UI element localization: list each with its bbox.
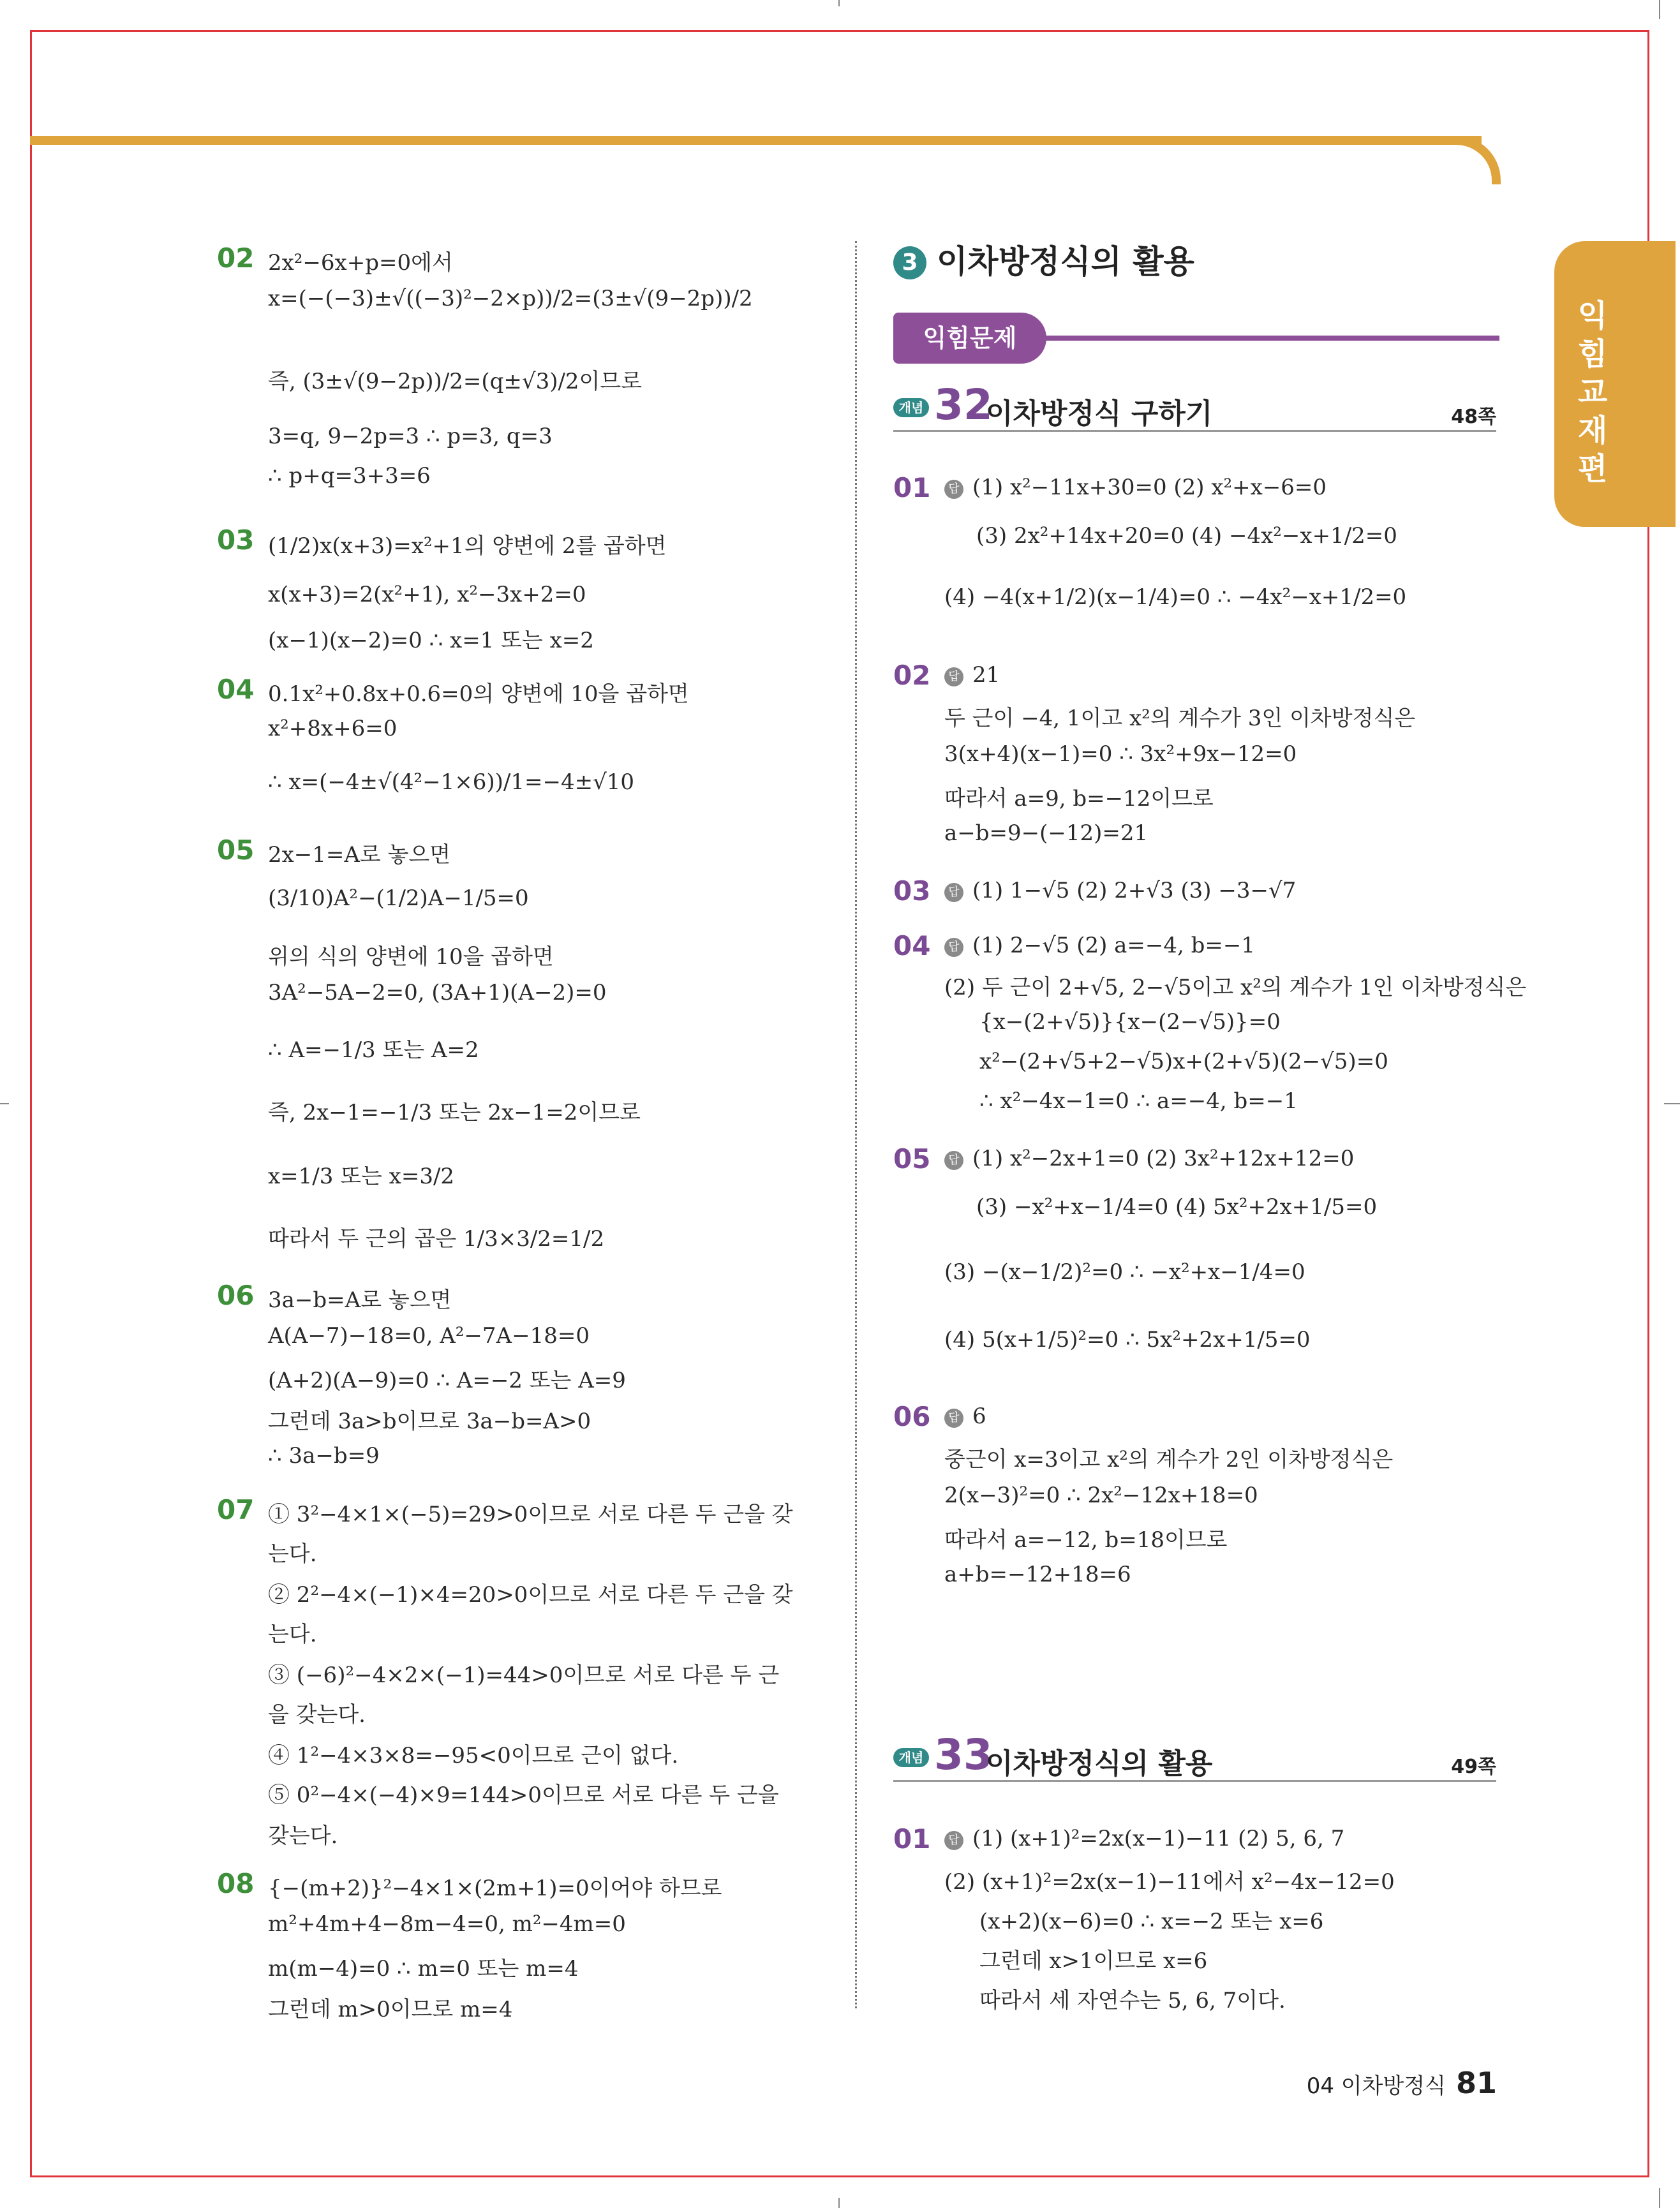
solution-line: m²+4m+4−8m−4=0, m²−4m=0 [268, 1911, 626, 1937]
solution-line: (1/2)x(x+3)=x²+1의 양변에 2를 곱하면 [268, 533, 667, 559]
solution-line: x=(−(−3)±√((−3)²−2×p))/2=(3±√(9−2p))/2 [268, 286, 753, 311]
side-tab-label: 익힘교재편 [1577, 298, 1608, 487]
crop-mark [1664, 1103, 1680, 1104]
problem-number: 01 [893, 1823, 931, 1855]
answer-line [944, 1826, 1344, 1851]
solution-line: 위의 식의 양변에 10을 곱하면 [268, 944, 554, 970]
answer-mark-icon: 답 [944, 1151, 963, 1170]
footer-chapter: 04 이차방정식 [1306, 2073, 1446, 2099]
problem-number: 04 [217, 674, 255, 705]
answer-mark-icon: 답 [944, 480, 963, 499]
solution-line: x=1/3 또는 x=3/2 [268, 1164, 455, 1189]
answer-mark-icon: 답 [944, 883, 963, 902]
problem-number: 05 [217, 834, 255, 866]
problem-number: 01 [893, 472, 931, 503]
concept-page: 49쪽 [1451, 1756, 1496, 1778]
solution-line: 는다. [268, 1622, 317, 1647]
solution-line: (2) 두 근이 2+√5, 2−√5이고 x²의 계수가 1인 이차방정식은 [944, 975, 1527, 1000]
solution-line: 0.1x²+0.8x+0.6=0의 양변에 10을 곱하면 [268, 681, 689, 707]
solution-line: 그런데 x>1이므로 x=6 [979, 1948, 1208, 1974]
problem-number: 06 [893, 1401, 931, 1432]
crop-mark [0, 1103, 9, 1104]
concept-number: 32 [934, 380, 993, 429]
solution-line: x²+8x+6=0 [268, 716, 398, 741]
answer-text: (1) x²−11x+30=0 (2) x²+x−6=0 [972, 475, 1327, 500]
solution-line: x²−(2+√5+2−√5)x+(2+√5)(2−√5)=0 [979, 1049, 1388, 1074]
answer-line [944, 1146, 1354, 1171]
concept-title: 이차방정식 구하기 [986, 397, 1213, 430]
concept-page: 48쪽 [1451, 406, 1496, 428]
exercise-badge: 익힘문제 [893, 313, 1046, 364]
solution-line: 3a−b=A로 놓으면 [268, 1287, 452, 1313]
solution-line: (2) (x+1)²=2x(x−1)−11에서 x²−4x−12=0 [944, 1869, 1395, 1895]
solution-line: ③ (−6)²−4×2×(−1)=44>0이므로 서로 다른 두 근 [268, 1663, 780, 1688]
answer-line [944, 878, 1296, 903]
section-title [893, 236, 1194, 282]
answer-text: (1) x²−2x+1=0 (2) 3x²+12x+12=0 [972, 1146, 1355, 1171]
problem-number: 04 [893, 930, 931, 961]
solution-line: ∴ x²−4x−1=0 ∴ a=−4, b=−1 [979, 1088, 1298, 1114]
solution-line: ④ 1²−4×3×8=−95<0이므로 근이 없다. [268, 1743, 679, 1768]
solution-line: A(A−7)−18=0, A²−7A−18=0 [268, 1323, 590, 1349]
solution-line: 2x−1=A로 놓으면 [268, 842, 451, 868]
solution-line: 그런데 3a>b이므로 3a−b=A>0 [268, 1409, 591, 1434]
crop-mark [1659, 2188, 1660, 2208]
solution-line: (3/10)A²−(1/2)A−1/5=0 [268, 885, 529, 911]
side-tab [1554, 241, 1676, 527]
solution-line: 3A²−5A−2=0, (3A+1)(A−2)=0 [268, 980, 607, 1005]
solution-line: a−b=9−(−12)=21 [944, 820, 1148, 846]
problem-number: 05 [893, 1143, 931, 1174]
solution-line: m(m−4)=0 ∴ m=0 또는 m=4 [268, 1956, 579, 1982]
section-title-text: 이차방정식의 활용 [937, 243, 1194, 280]
solution-line: {x−(2+√5)}{x−(2−√5)}=0 [979, 1009, 1281, 1035]
section-number-badge: 3 [893, 246, 926, 279]
solution-line: (x−1)(x−2)=0 ∴ x=1 또는 x=2 [268, 628, 594, 653]
concept-number: 33 [934, 1730, 993, 1779]
solution-line: (3) −(x−1/2)²=0 ∴ −x²+x−1/4=0 [944, 1259, 1305, 1285]
solution-line: (A+2)(A−9)=0 ∴ A=−2 또는 A=9 [268, 1368, 626, 1393]
solution-line: ∴ 3a−b=9 [268, 1443, 380, 1469]
solution-line: 따라서 두 근의 곱은 1/3×3/2=1/2 [268, 1226, 605, 1252]
problem-number: 02 [217, 242, 255, 274]
solution-line: 3=q, 9−2p=3 ∴ p=3, q=3 [268, 424, 553, 449]
solution-line: ∴ p+q=3+3=6 [268, 463, 431, 489]
answer-text: (1) 2−√5 (2) a=−4, b=−1 [972, 933, 1256, 958]
concept-title: 이차방정식의 활용 [986, 1747, 1213, 1780]
solution-line: (4) −4(x+1/2)(x−1/4)=0 ∴ −4x²−x+1/2=0 [944, 584, 1407, 610]
solution-line: ② 2²−4×(−1)×4=20>0이므로 서로 다른 두 근을 갖 [268, 1582, 793, 1608]
solution-line: 는다. [268, 1541, 317, 1567]
concept-header-32 [893, 380, 1496, 432]
solution-line: 을 갖는다. [268, 1702, 366, 1728]
crop-mark [838, 2198, 840, 2208]
crop-mark [838, 0, 840, 6]
problem-number: 02 [893, 660, 931, 691]
solution-line: (3) 2x²+14x+20=0 (4) −4x²−x+1/2=0 [976, 523, 1397, 549]
concept-badge: 개념 [893, 398, 929, 417]
solution-line: 따라서 a=9, b=−12이므로 [944, 786, 1214, 811]
solution-line: 그런데 m>0이므로 m=4 [268, 1997, 513, 2022]
answer-mark-icon: 답 [944, 667, 963, 686]
answer-line [944, 933, 1255, 958]
answer-mark-icon: 답 [944, 938, 963, 957]
problem-number: 03 [893, 875, 931, 907]
solution-line: 따라서 a=−12, b=18이므로 [944, 1527, 1228, 1553]
crop-mark [1659, 0, 1660, 19]
solution-line: ∴ A=−1/3 또는 A=2 [268, 1037, 479, 1063]
solution-line: ∴ x=(−4±√(4²−1×6))/1=−4±√10 [268, 769, 635, 795]
page-number: 81 [1455, 2066, 1497, 2100]
problem-number: 08 [217, 1868, 255, 1899]
answer-line [944, 662, 1000, 688]
problem-number: 07 [217, 1494, 255, 1525]
column-divider [855, 241, 857, 2008]
solution-line: (3) −x²+x−1/4=0 (4) 5x²+2x+1/5=0 [976, 1194, 1378, 1220]
answer-text: 21 [972, 662, 1000, 688]
solution-line: 즉, (3±√(9−2p))/2=(q±√3)/2이므로 [268, 369, 643, 394]
solution-line: {−(m+2)}²−4×1×(2m+1)=0이어야 하므로 [268, 1876, 722, 1901]
concept-badge: 개념 [893, 1748, 929, 1767]
solution-line: a+b=−12+18=6 [944, 1562, 1131, 1587]
concept-header-33 [893, 1730, 1496, 1782]
answer-mark-icon: 답 [944, 1409, 963, 1428]
answer-line [944, 475, 1327, 500]
solution-line: 즉, 2x−1=−1/3 또는 2x−1=2이므로 [268, 1100, 641, 1125]
answer-line [944, 1404, 986, 1429]
solution-line: 갖는다. [268, 1823, 338, 1849]
solution-line: 2x²−6x+p=0에서 [268, 250, 453, 276]
header-band [30, 136, 1482, 145]
solution-line: 2(x−3)²=0 ∴ 2x²−12x+18=0 [944, 1483, 1258, 1508]
problem-number: 03 [217, 524, 255, 556]
answer-mark-icon: 답 [944, 1831, 963, 1850]
solution-line: (x+2)(x−6)=0 ∴ x=−2 또는 x=6 [979, 1909, 1324, 1934]
solution-line: 따라서 세 자연수는 5, 6, 7이다. [979, 1988, 1286, 2013]
solution-line: 두 근이 −4, 1이고 x²의 계수가 3인 이차방정식은 [944, 706, 1416, 731]
solution-line: 3(x+4)(x−1)=0 ∴ 3x²+9x−12=0 [944, 741, 1297, 767]
answer-text: (1) (x+1)²=2x(x−1)−11 (2) 5, 6, 7 [972, 1826, 1345, 1851]
solution-line: ① 3²−4×1×(−5)=29>0이므로 서로 다른 두 근을 갖 [268, 1502, 793, 1527]
page-footer [1307, 2066, 1497, 2100]
solution-line: 중근이 x=3이고 x²의 계수가 2인 이차방정식은 [944, 1447, 1394, 1472]
answer-text: (1) 1−√5 (2) 2+√3 (3) −3−√7 [972, 878, 1297, 903]
solution-line: x(x+3)=2(x²+1), x²−3x+2=0 [268, 582, 586, 607]
problem-number: 06 [217, 1280, 255, 1311]
solution-line: ⑤ 0²−4×(−4)×9=144>0이므로 서로 다른 두 근을 [268, 1782, 779, 1808]
solution-line: (4) 5(x+1/5)²=0 ∴ 5x²+2x+1/5=0 [944, 1327, 1311, 1352]
answer-text: 6 [972, 1404, 986, 1429]
exercise-rule [1040, 336, 1499, 341]
